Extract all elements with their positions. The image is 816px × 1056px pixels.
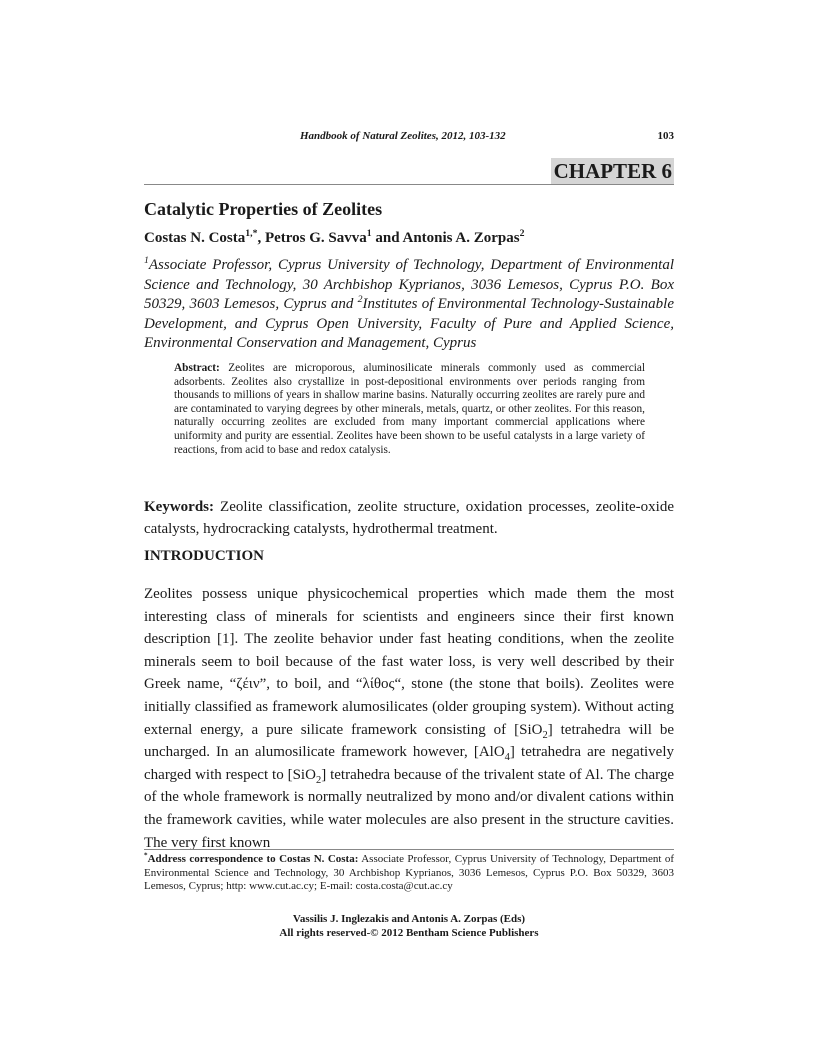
affil-2-text: Institutes of Environmental Technology-Sustainable Development, and Cyprus Open University, Faculty of Pure and Applied Science, Environmental Conservation and Management, Cyprus — [144, 296, 674, 351]
author-1: Costas N. Costa — [144, 230, 246, 246]
journal-citation: , 2012, 103-132 — [435, 130, 506, 142]
section-heading-introduction: INTRODUCTION — [144, 548, 265, 564]
author-2: , Petros G. Savva — [257, 230, 367, 246]
abstract — [174, 362, 645, 457]
body-sub-1: 2 — [542, 729, 548, 741]
page — [144, 0, 674, 1056]
body-text-4: ] tetrahedra because of the trivalent state of Al. The charge of the whole framework is normally neutralized by mono and/or divalent cations within the framework cavities, while water molecules are also present in the structure cavities. The very first known — [144, 766, 675, 851]
abstract-label: Abstract: — [174, 362, 220, 374]
running-head-journal — [300, 130, 506, 142]
body-text-1: Zeolites possess unique physicochemical properties which made them the most interesting class of minerals for scientists and engineers since their first known description [1]. The zeolite behavior under fast heating conditions, when the zeolite minerals seem to boil because of the fast water loss, is very well described by their Greek name, “ζέιν”, to boil, and “λίθος“, stone (the stone that boils). Zeolites were initially classified as framework alumosilicates (older grouping system). Without acting external energy, a pure silicate framework consisting of [SiO — [144, 586, 674, 738]
journal-title: Handbook of Natural Zeolites — [300, 130, 436, 142]
author-3-affil: 2 — [519, 228, 525, 239]
author-3: and Antonis A. Zorpas — [371, 230, 520, 246]
affil-1-text: Associate Professor, Cyprus University of Technology, Department of Environmental Science and Technology, 30 Archbishop Kyprianos, 3036 Lemesos, Cyprus P.O. Box 50329, 3603 Lemesos, Cyprus and — [144, 257, 674, 312]
body-sub-3: 2 — [315, 774, 322, 786]
affiliations — [144, 256, 674, 354]
affil-1-mark: 1 — [144, 255, 149, 266]
body-sub-2: 4 — [504, 752, 510, 764]
author-2-affil: 1 — [366, 228, 372, 239]
chapter-label: CHAPTER 6 — [551, 158, 674, 184]
body-text-2: ] tetrahedra will be uncharged. In an alumosilicate framework however, [AlO — [144, 721, 674, 761]
chapter-divider — [144, 184, 674, 185]
body-paragraph — [144, 583, 674, 854]
body-text-3: ] tetrahedra are negatively charged with respect to [SiO — [144, 744, 674, 783]
page-number: 103 — [657, 130, 674, 142]
footnote-text: Associate Professor, Cyprus University of Technology, Department of Environmental Science and Technology, 30 Archbishop Kyprianos, 3036 Lemesos, Cyprus P.O. Box 50329, 3603 Lemesos, Cyprus; http: www.cut.ac.cy; E-mail: costa.costa@cut.ac.cy — [144, 853, 674, 893]
keywords-label: Keywords: — [144, 499, 214, 515]
keywords — [144, 496, 674, 540]
chapter-title: Catalytic Properties of Zeolites — [144, 199, 383, 219]
keywords-text: Zeolite classification, zeolite structure, oxidation processes, zeolite-oxide catalysts, hydrocracking catalysts, hydrothermal treatment. — [144, 499, 674, 537]
author-1-affil: 1,* — [245, 228, 258, 239]
abstract-text: Zeolites are microporous, aluminosilicate minerals commonly used as commercial adsorbents. Zeolites also crystallize in post-depositional environments over periods ranging from thousands to millions of years in shallow marine basins. Naturally occurring zeolites are rarely pure and are contaminated to varying degrees by other minerals, metals, quartz, or other zeolites. For this reason, naturally occurring zeolites are excluded from many important commercial applications where uniformity and purity are essential. Zeolites have been shown to be useful catalysts in a large variety of reactions, from acid to base and redox catalysis. — [174, 362, 645, 456]
affil-2-mark: 2 — [357, 294, 363, 305]
footnote-label: Address correspondence to Costas N. Costa: — [147, 853, 359, 865]
footnote — [144, 853, 674, 894]
publisher-block — [144, 913, 674, 940]
copyright-line: All rights reserved-© 2012 Bentham Science Publishers — [279, 926, 539, 939]
footnote-divider — [144, 849, 674, 850]
author-list — [144, 230, 524, 247]
editors-line: Vassilis J. Inglezakis and Antonis A. Zorpas (Eds) — [292, 913, 526, 925]
footnote-mark: * — [144, 851, 148, 860]
